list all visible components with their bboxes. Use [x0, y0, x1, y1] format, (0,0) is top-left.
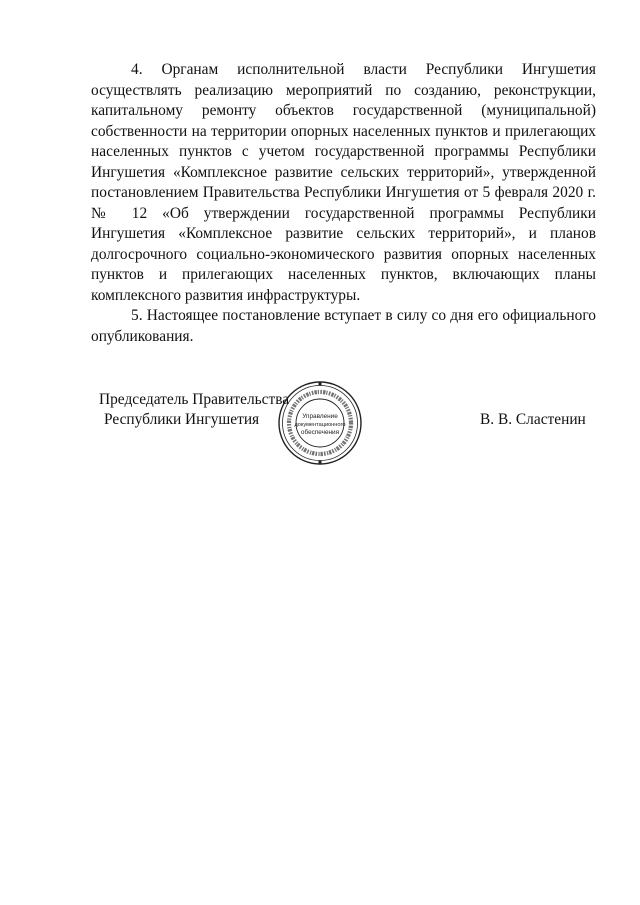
signatory-title-line-1: Председатель Правительства [99, 391, 290, 408]
paragraph-4: 4. Органам исполнительной власти Республики Ингушетия осуществлять реализацию мероприятий по созданию, реконструкции, капитальному ремонту объектов государственной (муниципальной) собственности на территории опорных населенных пунктов и прилегающих населенных пунктов с учетом государственной программы Республики Ингушетия «Комплексное развитие сельских территорий», утвержденной постановлением Правительства Республики Ингушетия от 5 февраля 2020 г. № 12 «Об утверждении государственной программы Республики Ингушетия «Комплексное развитие сельских территорий», и планов долгосрочного социально-экономического развития опорных населенных пунктов и прилегающих населенных пунктов, включающих планы комплексного развития инфраструктуры. [91, 61, 596, 304]
document-body [91, 60, 596, 347]
signatory-title-line-2: Республики Ингушетия [104, 411, 260, 428]
stamp-center-line-2: документационного [294, 422, 346, 428]
official-stamp-icon [277, 380, 363, 466]
signatory-name: В. В. Сластенин [480, 411, 586, 428]
stamp-center-line-1: Управление [302, 413, 338, 420]
paragraph-5: 5. Настоящее постановление вступает в силу со дня его официального опубликования. [91, 307, 596, 345]
stamp-center-line-3: обеспечения [300, 429, 340, 436]
